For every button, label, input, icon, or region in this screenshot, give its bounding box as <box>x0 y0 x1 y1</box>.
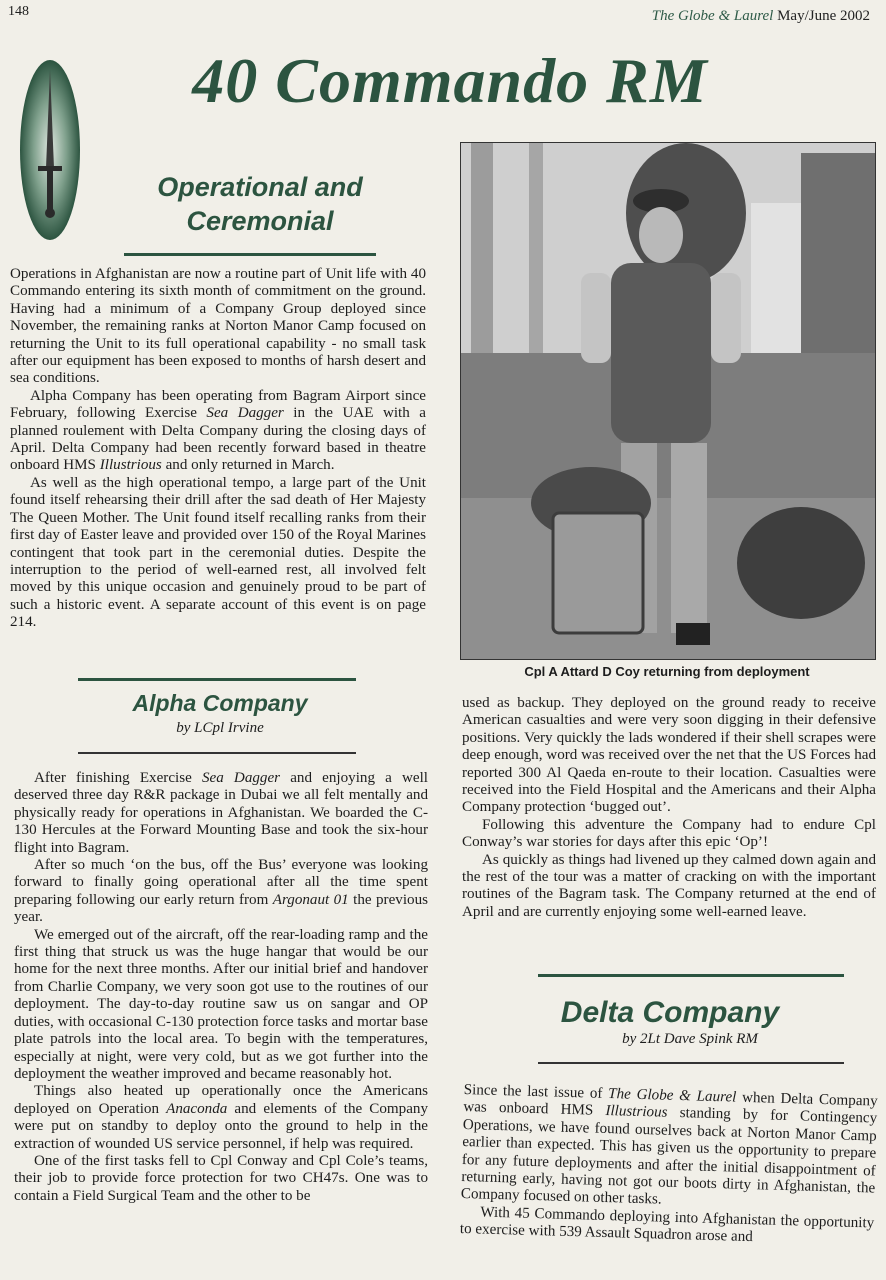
commando-dagger-icon <box>18 58 82 242</box>
article-paragraph: We emerged out of the aircraft, off the rear-loading ramp and the first thing that struck us was the huge hangar that would be our home for the next three months. After our initial brief and handover from Charlie Company, we very soon got use to the routines of our deployment. The day-to-day routine saw us on sangar and OP duties, with occasional C-130 protection force tasks and mortar base plate patrols into the local area. To begin with the temperatures, especially at night, were very cold, but as we got further into the deployment the weather improved and became reasonably hot. <box>14 926 428 1082</box>
alpha-article <box>14 770 428 1205</box>
delta-article <box>460 1082 878 1250</box>
section-title-delta: Delta Company <box>560 996 780 1029</box>
magazine-name: The Globe & Laurel <box>651 8 774 24</box>
article-paragraph: Things also heated up operationally once the Americans deployed on Operation Anaconda and elements of the Company were put on standby to deploy onto the ground to help in the extraction of wounded US service personnel, if help was required. <box>14 1083 429 1152</box>
divider <box>78 752 356 754</box>
article-paragraph: As quickly as things had livened up they calmed down again and the rest of the tour was a matter of cracking on with the important routines of the Bagram task. The Company returned at the end of April and are currently enjoying some well-earned leave. <box>462 851 876 920</box>
operational-article <box>10 266 426 632</box>
divider <box>538 1062 844 1064</box>
section-title-line: Ceremonial <box>186 206 334 236</box>
article-paragraph: used as backup. They deployed on the ground ready to receive American casualties and were very soon digging in their defensive positions. Very quickly the lads wondered if their shell scrapes were deep enough, word was received over the net that the US Forces had reported 300 Al Qaeda en-route to their location. Casualties were received into the Field Hospital and the Americans and their Alpha Company protection ‘bugged out’. <box>462 695 876 816</box>
byline-delta: by 2Lt Dave Spink RM <box>622 1031 758 1047</box>
divider <box>78 678 356 681</box>
section-title-operational <box>110 170 410 238</box>
article-paragraph: Alpha Company has been operating from Bagram Airport since February, following Exercise Sea Dagger in the UAE with a planned roulement with Delta Company during the closing days of April. Delta Company had been recently forward based in theatre onboard HMS Illustrious and only returned in March. <box>10 387 426 474</box>
article-paragraph: Since the last issue of The Globe & Laurel when Delta Company was onboard HMS Illustrious standing by for Contingency Operations, we have found ourselves back at Norton Manor Camp earlier than expected. This has given us the opportunity to prepare for any future deployments and after the initial disappointment of returning early, having not got our boots dirty in Afghanistan, the Company focused on other tasks. <box>460 1082 878 1208</box>
page-title: 40 Commando RM <box>192 45 708 116</box>
section-title-alpha: Alpha Company <box>132 690 308 716</box>
article-paragraph: As well as the high operational tempo, a large part of the Unit found itself rehearsing their drill after the sad death of Her Majesty The Queen Mother. The Unit found itself recalling ranks from their first day of Easter leave and provided over 150 of the Royal Marines contingent that took part in the ceremonial duties. Despite the interruption to the period of well-earned rest, all involved felt moved by this unique occasion and genuinely proud to be part of such a historic event. A separate account of this event is on page 214. <box>10 474 426 631</box>
article-paragraph: One of the first tasks fell to Cpl Conway and Cpl Cole’s teams, their job to provide force protection for two CH47s. One was to contain a Field Surgical Team and the other to be <box>14 1152 428 1204</box>
issue-date: May/June 2002 <box>777 8 870 24</box>
soldier-photo <box>460 142 876 660</box>
divider <box>124 253 376 256</box>
byline-alpha: by LCpl Irvine <box>176 720 264 736</box>
article-paragraph: After so much ‘on the bus, off the Bus’ everyone was looking forward to finally going operational after all the time spent preparing following our early return from Argonaut 01 the previous year. <box>14 857 428 926</box>
section-title-line: Operational and <box>157 172 363 202</box>
page-number: 148 <box>8 4 29 19</box>
divider <box>538 974 844 977</box>
running-head <box>652 8 870 25</box>
alpha-article-continued <box>462 695 876 921</box>
photo-caption: Cpl A Attard D Coy returning from deployment <box>524 664 810 679</box>
article-paragraph: Following this adventure the Company had to endure Cpl Conway’s war stories for days after this epic ‘Op’! <box>462 816 876 851</box>
article-paragraph: With 45 Commando deploying into Afghanistan the opportunity to exercise with 539 Assault Squadron arose and <box>459 1204 875 1246</box>
article-paragraph: After finishing Exercise Sea Dagger and enjoying a well deserved three day R&R package in Dubai we all felt mentally and physically ready for operations in Afghanistan. We boarded the C-130 Hercules at the Forward Mounting Base and took the six-hour flight into Bagram. <box>14 770 428 856</box>
article-paragraph: Operations in Afghanistan are now a routine part of Unit life with 40 Commando entering its sixth month of commitment on the ground. Having had a minimum of a Company Group deployed since November, the remaining ranks at Norton Manor Camp focused on returning the Unit to its full operational capability - no small task after our equipment has been exposed to months of harsh desert and sea conditions. <box>10 266 426 387</box>
